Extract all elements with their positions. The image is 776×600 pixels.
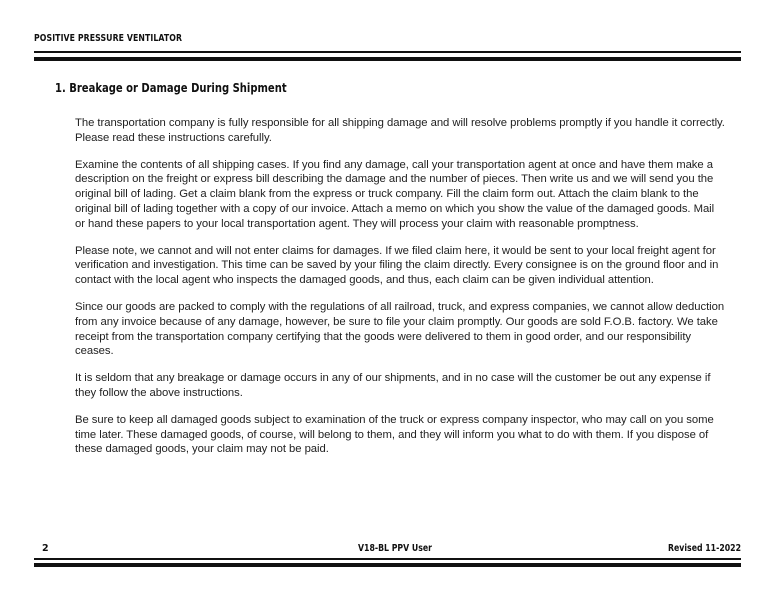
document-header-title: POSITIVE PRESSURE VENTILATOR — [34, 33, 183, 44]
revision-date: Revised 11-2022 — [667, 543, 741, 554]
paragraph-examine-contents: Examine the contents of all shipping cases. If you find any damage, call your transportation agent at once and have them make a description on the freight or express bill describing the damage and the number of pieces. Then write us and we will send you the original bill of lading. Get a claim blank from the express or truck company. Fill the claim form out. Attach the claim blank to the original bill of lading together with a copy of our invoice. Attach a memo on which you show the value of the damaged goods. Mail or hand these papers to your local transportation agent. They will process your claim with reasonable promptness. — [75, 158, 715, 230]
footer-rule-thick — [34, 563, 741, 567]
header-rule-thick — [34, 57, 741, 61]
section-heading: 1. Breakage or Damage During Shipment — [55, 80, 287, 95]
section-body — [75, 116, 725, 469]
paragraph-packing: Since our goods are packed to comply with the regulations of all railroad, truck, and express companies, we cannot allow deduction from any invoice because of any damage, however, be sure to file your claim promptly. Our goods are sold F.O.B. factory. We take receipt from the transportation company certifying that the goods were delivered to them in good order, and our responsibility ceases. — [75, 300, 725, 358]
header-rule-thin — [34, 51, 741, 53]
page-number: 2 — [42, 543, 49, 554]
footer — [38, 543, 741, 557]
paragraph-keep-goods: Be sure to keep all damaged goods subject to examination of the truck or express company inspector, who may call on you some time later. These damaged goods, of course, will belong to them, and they will inform you what to do with them. If you dispose of these damaged goods, your claim may not be paid. — [75, 413, 714, 456]
paragraph-responsibility: The transportation company is fully responsible for all shipping damage and will resolve problems promptly if you handle it correctly. Please read these instructions carefully. — [75, 117, 725, 144]
document-code: V18-BL PPV User — [358, 543, 432, 554]
paragraph-seldom-damage: It is seldom that any breakage or damage occurs in any of our shipments, and in no case will the customer be out any expense if they follow the above instructions. — [75, 372, 711, 399]
paragraph-claims-note: Please note, we cannot and will not enter claims for damages. If we filed claim here, it would be sent to your local freight agent for verification and investigation. This time can be saved by your filing the claim directly. Every consignee is on the ground floor and in contact with the local agent who inspects the damaged goods, and thus, each claim can be given individual attention. — [75, 244, 719, 287]
footer-rule-thin — [34, 558, 741, 560]
